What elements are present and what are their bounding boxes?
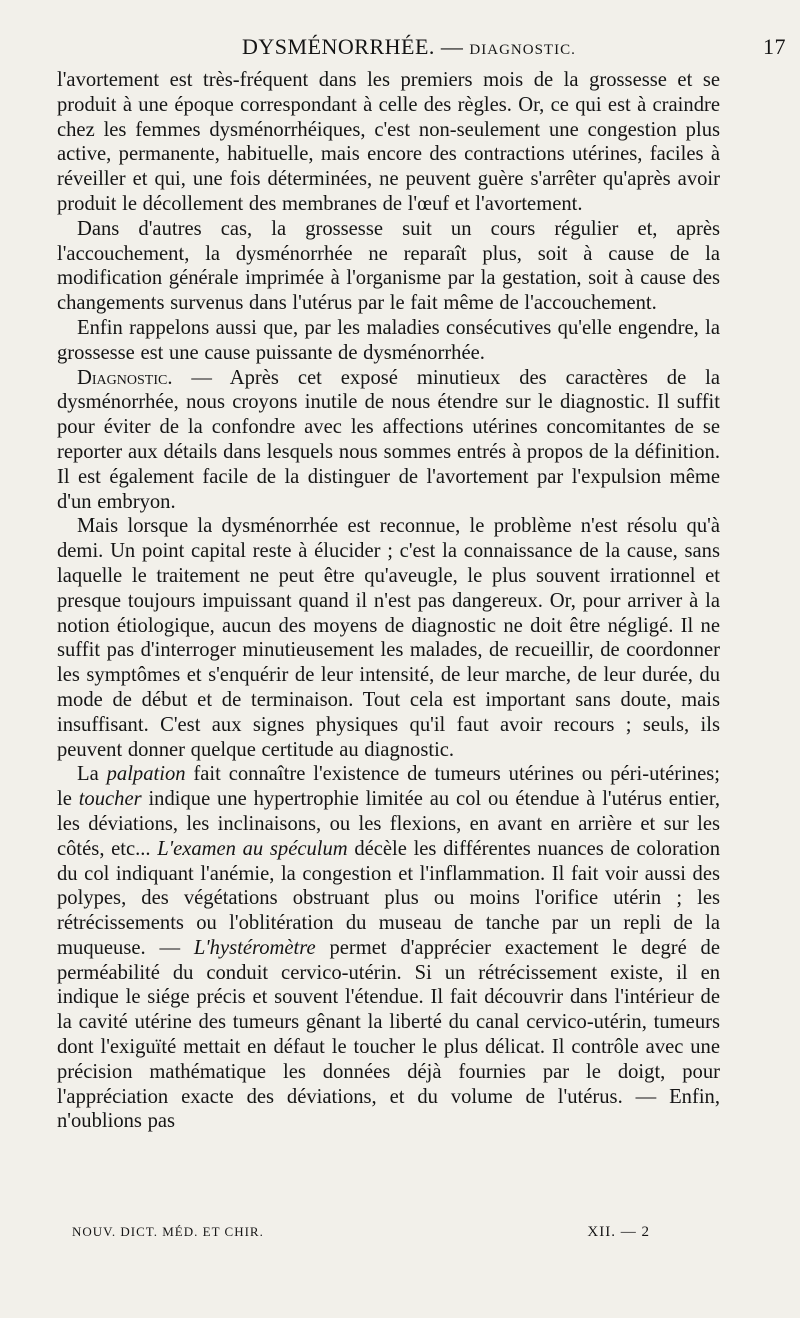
text-run: fait connaître l'existence de tumeurs utérines ou péri-utérines; le [57, 763, 720, 811]
text-run: décèle les différentes nuances de coloration du col indiquant l'anémie, la congestion et l'inflammation. Il fait voir aussi des polypes, des végétations obstruant plus ou moins l'orifice utérin ; les rétrécissements ou l'oblitération du museau de tanche par un repli de la muqueuse. — [57, 837, 720, 959]
paragraph-signs [57, 762, 720, 1134]
running-head [57, 28, 786, 68]
italic-term: toucher [78, 788, 142, 811]
italic-term: palpation [106, 763, 186, 786]
header-section: DIAGNOSTIC. [469, 42, 576, 58]
footer-signature: XII. — 2 [587, 1224, 650, 1240]
footer-publication: NOUV. DICT. MÉD. ET CHIR. [72, 1224, 264, 1239]
paragraph-text: — Après cet exposé minutieux des caractères de la dysménorrhée, nous croyons inutile de nous étendre sur le diagnostic. Il suffit pour éviter de la confondre avec les affections utérines concomitantes de se reporter aux détails dans lesquels nous sommes entrés à propos de la définition. Il est également facile de la distinguer de l'avortement par l'expulsion même d'un embryon. [57, 366, 720, 513]
footer [72, 1224, 650, 1241]
page-number: 17 [763, 34, 786, 59]
paragraph: Enfin rappelons aussi que, par les maladies consécutives qu'elle engendre, la grossesse est une cause puissante de dysménorrhée. [57, 316, 720, 364]
text-run: La [77, 763, 107, 786]
section-heading: Diagnostic. [77, 366, 173, 389]
text-run: indique une hypertrophie limitée au col ou étendue à l'utérus entier, les déviations, les inclinaisons, ou les flexions, en avant en arrière et sur les côtés, etc... [57, 788, 721, 860]
paragraph: Mais lorsque la dysménorrhée est reconnue, le problème n'est résolu qu'à demi. Un point capital reste à élucider ; c'est la connaissance de la cause, sans laquelle le traitement ne peut être qu'aveugle, le plus souvent irrationnel et presque toujours impuissant quand il n'est pas dangereux. Or, pour arriver à la notion étiologique, aucun des moyens de diagnostic ne doit être négligé. Il ne suffit pas d'interroger minutieusement les malades, de recueillir, de coordonner les symptômes et s'enquérir de leur intensité, de leur marche, de leur durée, du mode de début et de terminaison. Tout cela est important sans doute, mais insuffisant. C'est aux signes physiques qu'il faut avoir recours ; seuls, ils peuvent donner quelque certitude au diagnostic. [57, 515, 720, 761]
paragraph: Dans d'autres cas, la grossesse suit un cours régulier et, après l'accouchement, la dysménorrhée ne reparaît plus, soit à cause de la modification générale imprimée à l'organisme par la gestation, soit à cause des changements survenus dans l'utérus par le fait même de l'accouchement. [57, 217, 720, 315]
paragraph-continued: l'avortement est très-fréquent dans les premiers mois de la grossesse et se produit à une époque correspondant à celle des règles. Or, ce qui est à craindre chez les femmes dysménorrhéiques, c'est non-seulement une congestion plus active, permanente, habituelle, mais encore des contractions utérines, faciles à réveiller et qui, une fois déterminées, ne peuvent guère s'arrêter qu'après avoir produit le décollement des membranes de l'œuf et l'avortement. [57, 69, 720, 215]
header-separator: — [440, 34, 464, 59]
paragraph-diagnostic [57, 366, 720, 515]
text-run: permet d'apprécier exactement le degré de perméabilité du conduit cervico-utérin. Si un rétrécissement existe, il en indique le siége précis et souvent l'étendue. Il fait découvrir dans l'intérieur de la cavité utérine des tumeurs gênant la liberté du canal cervico-utérin, tumeurs dont l'exiguïté mettait en défaut le toucher le plus délicat. Il contrôle avec une précision mathématique les données déjà fournies par le doigt, pour l'appréciation exacte des déviations, et du volume de l'utérus. — Enfin, n'oublions pas [57, 936, 720, 1133]
italic-term: L'examen au spéculum [157, 837, 348, 860]
italic-term: L'hystéromètre [193, 936, 316, 959]
running-title [242, 34, 576, 60]
body-text [57, 68, 720, 1134]
header-title: DYSMÉNORRHÉE. [242, 34, 435, 59]
